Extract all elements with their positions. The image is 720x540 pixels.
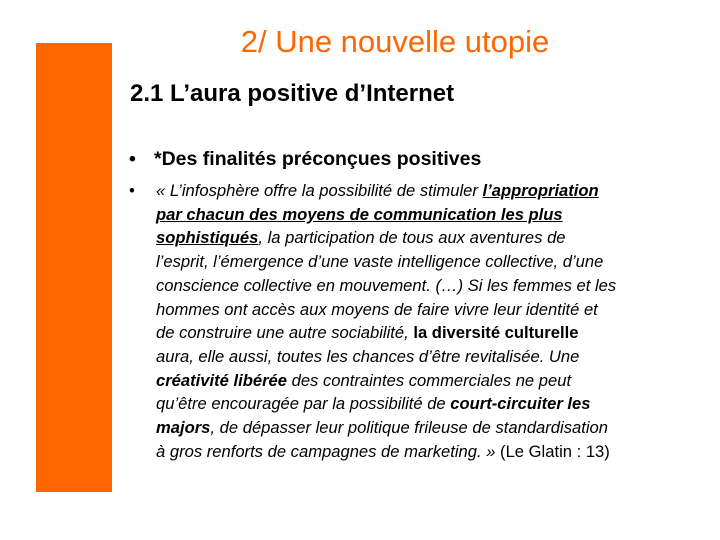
quote-line: hommes ont accès aux moyens de faire vivre leur identité et [156, 299, 598, 319]
quote-fragment: des contraintes commerciales ne peut [286, 370, 572, 390]
emphasis-text: créativité libérée [156, 370, 287, 390]
quote-line [156, 321, 714, 345]
emphasis-text: court-circuiter les [450, 394, 591, 414]
quote-line [156, 226, 714, 250]
emphasis-text: par chacun des moyens de communication les plus [156, 204, 563, 224]
emphasis-text: majors [156, 418, 211, 438]
quote-line: aura, elle aussi, toutes les chances d’être revitalisée. Une [156, 346, 580, 366]
quote-line [156, 369, 714, 393]
emphasis-text: la diversité culturelle [413, 323, 579, 343]
quote-fragment: de construire une autre sociabilité, [156, 323, 414, 343]
quote-line [156, 440, 714, 464]
slide-subtitle: 2.1 L’aura positive d’Internet [130, 80, 455, 107]
quote-fragment: à gros renforts de campagnes de marketing. » [156, 441, 501, 461]
slide-title: 2/ Une nouvelle utopie [240, 24, 550, 59]
quote-line [156, 392, 714, 416]
citation: (Le Glatin : 13) [500, 441, 610, 461]
quote-fragment: qu’être encouragée par la possibilité de [156, 394, 451, 414]
quote-line: l’esprit, l’émergence d’une vaste intelligence collective, d’une [156, 252, 604, 272]
quote-line [156, 416, 714, 440]
accent-bar [36, 43, 112, 492]
quote-line [156, 203, 714, 227]
quote-line: conscience collective en mouvement. (…) Si les femmes et les [156, 275, 617, 295]
bullet-text: *Des finalités préconçues positives [154, 148, 482, 170]
bullet-icon: • [129, 148, 136, 170]
emphasis-text: sophistiqués [156, 228, 259, 248]
emphasis-text: l’appropriation [482, 181, 599, 200]
quote-fragment: « L’infosphère offre la possibilité de stimuler [156, 181, 483, 200]
quote-line [156, 179, 714, 203]
quote-fragment: , de dépasser leur politique frileuse de standardisation [210, 418, 608, 438]
quote-fragment: , la participation de tous aux aventures de [258, 228, 566, 248]
quote-text [156, 179, 714, 463]
bullet-icon: • [129, 181, 135, 200]
